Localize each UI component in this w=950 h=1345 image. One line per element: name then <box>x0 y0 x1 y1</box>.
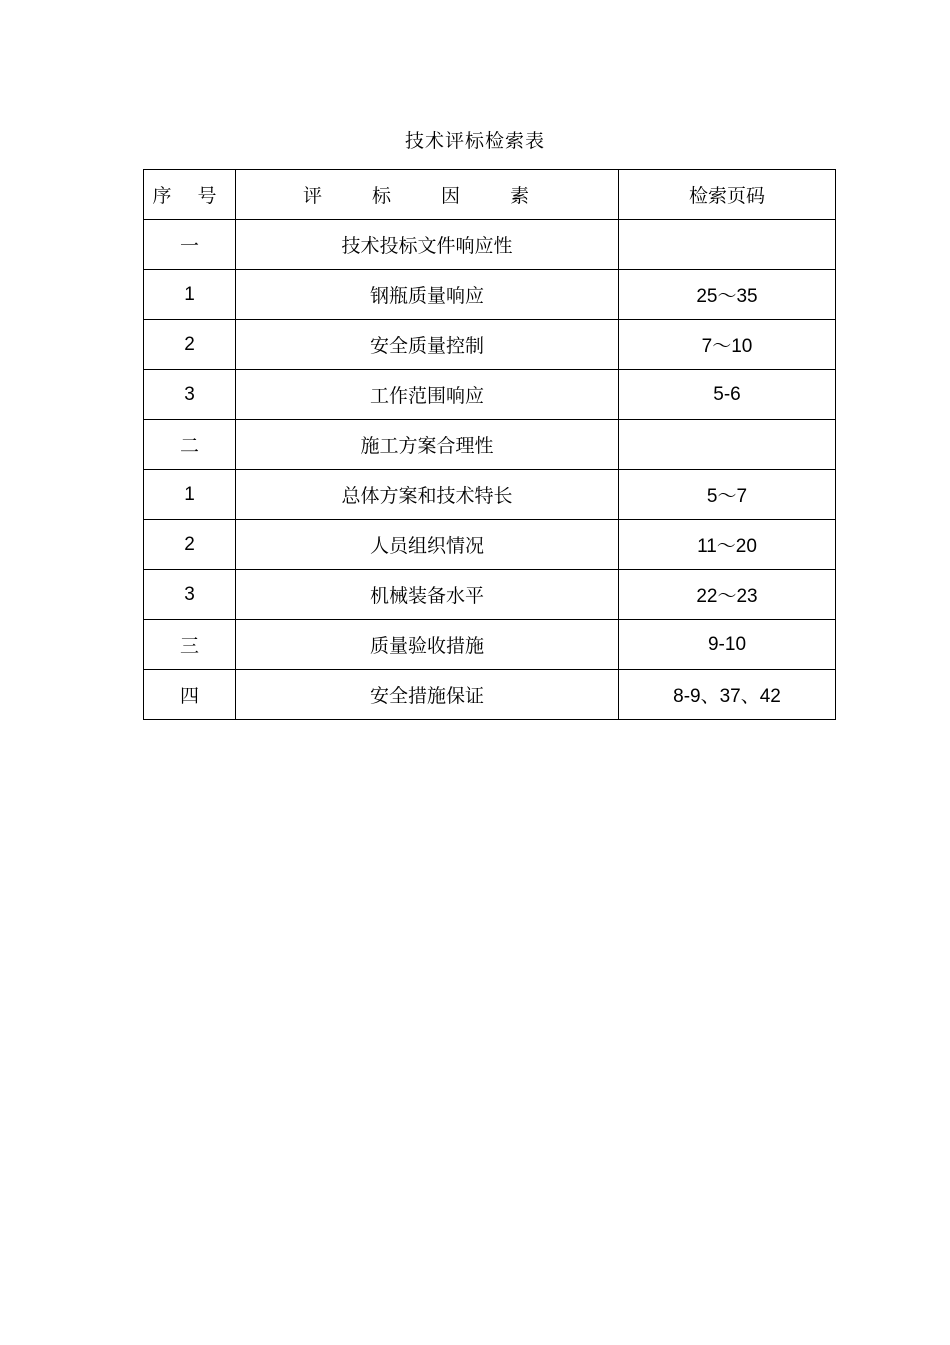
row-evaluation-factor: 工作范围响应 <box>236 370 619 420</box>
row-serial-number: 2 <box>144 320 236 370</box>
row-evaluation-factor: 技术投标文件响应性 <box>236 220 619 270</box>
table-row <box>144 420 836 470</box>
table-row <box>144 320 836 370</box>
table-row <box>144 470 836 520</box>
row-evaluation-factor: 人员组织情况 <box>236 520 619 570</box>
table-header-row <box>144 170 836 220</box>
row-serial-number: 三 <box>144 620 236 670</box>
evaluation-index-table <box>143 169 836 720</box>
table-row <box>144 520 836 570</box>
row-serial-number: 3 <box>144 370 236 420</box>
row-serial-number: 二 <box>144 420 236 470</box>
row-page-reference: 7～10 <box>619 320 836 370</box>
row-serial-number: 1 <box>144 270 236 320</box>
table-row <box>144 670 836 720</box>
row-serial-number: 2 <box>144 520 236 570</box>
table-row <box>144 620 836 670</box>
row-serial-number: 四 <box>144 670 236 720</box>
row-evaluation-factor: 质量验收措施 <box>236 620 619 670</box>
header-evaluation-factor: 评 标 因 素 <box>236 170 619 220</box>
row-page-reference: 8-9、37、42 <box>619 670 836 720</box>
row-evaluation-factor: 总体方案和技术特长 <box>236 470 619 520</box>
row-serial-number: 1 <box>144 470 236 520</box>
table-row <box>144 570 836 620</box>
row-page-reference: 25～35 <box>619 270 836 320</box>
row-evaluation-factor: 施工方案合理性 <box>236 420 619 470</box>
row-page-reference: 11～20 <box>619 520 836 570</box>
row-page-reference: 9-10 <box>619 620 836 670</box>
header-serial-number: 序 号 <box>144 170 236 220</box>
row-page-reference <box>619 420 836 470</box>
table-row <box>144 270 836 320</box>
table-row <box>144 370 836 420</box>
row-page-reference: 22～23 <box>619 570 836 620</box>
row-serial-number: 3 <box>144 570 236 620</box>
header-page-reference: 检索页码 <box>619 170 836 220</box>
page-title: 技术评标检索表 <box>404 130 545 152</box>
row-evaluation-factor: 钢瓶质量响应 <box>236 270 619 320</box>
row-evaluation-factor: 安全质量控制 <box>236 320 619 370</box>
table-row <box>144 220 836 270</box>
row-page-reference <box>619 220 836 270</box>
row-serial-number: 一 <box>144 220 236 270</box>
row-evaluation-factor: 机械装备水平 <box>236 570 619 620</box>
row-page-reference: 5-6 <box>619 370 836 420</box>
row-page-reference: 5～7 <box>619 470 836 520</box>
row-evaluation-factor: 安全措施保证 <box>236 670 619 720</box>
